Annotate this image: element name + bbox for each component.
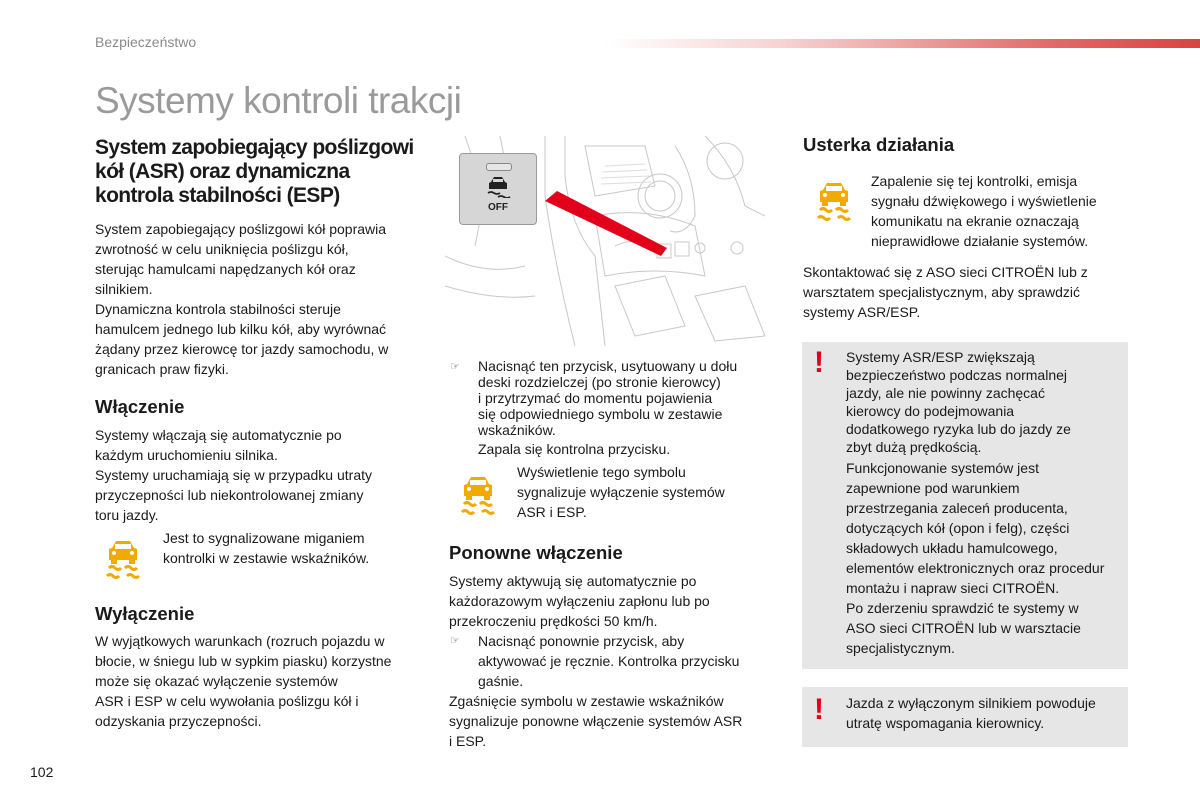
text-line: warsztatem specjalistycznym, aby sprawdzić (803, 284, 1080, 300)
text-line: Systemy uruchamiają się w przypadku utraty (95, 467, 372, 483)
text-line: żądany przez kierowcę tor jazdy samochodu, w (95, 341, 389, 357)
text-line: sygnalizuje ponowne włączenie systemów ASR (449, 713, 743, 729)
esp-warning-icon (103, 538, 143, 582)
text-line: Zgaśnięcie symbolu w zestawie wskaźników (449, 693, 724, 709)
text-line: zwrotność w celu uniknięcia poślizgu kół, (95, 241, 349, 257)
text-line: i przytrzymać do momentu pojawienia (478, 390, 713, 406)
heading-usterka: Usterka działania (803, 134, 955, 155)
text-line: ASO sieci CITROËN lub w warsztacie (846, 620, 1081, 636)
text-line: składowych układu hamulcowego, (846, 540, 1058, 556)
text-line: Nacisnąć ponownie przycisk, aby (478, 633, 685, 649)
text-line: Nacisnąć ten przycisk, usytuowany u dołu (478, 358, 738, 374)
text-line: kontrolki w zestawie wskaźników. (163, 550, 370, 566)
text-line: Systemy włączają się automatycznie po (95, 427, 342, 443)
button-indicator-lamp (486, 163, 512, 171)
warning-safety-text-b (846, 458, 1128, 658)
text-line: Jest to sygnalizowane miganiem (163, 530, 365, 546)
text-line: granicach praw fizyki. (95, 361, 229, 377)
text-line: silnikiem. (95, 281, 153, 297)
main-heading-line: kół (ASR) oraz dynamiczna (95, 160, 350, 183)
press-instruction (478, 358, 778, 438)
text-line: błocie, w śniegu lub w sypkim piasku) korzystne (95, 653, 392, 669)
text-line: jazdy, ale nie powinny zachęcać (846, 385, 1045, 401)
symbol-note (517, 462, 777, 522)
text-line: Funkcjonowanie systemów jest (846, 460, 1039, 476)
text-line: każdym uruchomieniu silnika. (95, 447, 278, 463)
text-line: dodatkowego ryzyka lub do jazdy ze (846, 421, 1071, 437)
text-line: Systemy aktywują się automatycznie po (449, 573, 697, 589)
text-line: komunikatu na ekranie oznaczają (871, 213, 1079, 229)
text-line: gaśnie. (478, 673, 524, 689)
text-line: sygnalizuje wyłączenie systemów (517, 484, 725, 500)
text-line: toru jazdy. (95, 507, 159, 523)
esp-off-button[interactable] (459, 153, 537, 225)
text-line: Po zderzeniu sprawdzić te systemy w (846, 600, 1079, 616)
bullet-icon: ☞ (450, 361, 460, 373)
header-accent-bar (605, 39, 1200, 48)
section-label: Bezpieczeństwo (95, 34, 197, 50)
fault-icon-note (871, 171, 1171, 251)
reon-end-paragraph (449, 691, 784, 751)
exclamation-icon: ! (814, 693, 824, 726)
reon-paragraph (449, 571, 779, 631)
text-line: Dynamiczna kontrola stabilności steruje (95, 301, 341, 317)
text-line: przestrzegania zaleceń producenta, (846, 500, 1068, 516)
text-line: ASR i ESP. (517, 504, 587, 520)
bullet-icon: ☞ (450, 635, 460, 647)
text-line: Zapalenie się tej kontrolki, emisja (871, 173, 1078, 189)
text-line: montażu i napraw sieci CITROËN. (846, 580, 1060, 596)
reon-bullet (478, 631, 778, 691)
text-line: sygnału dźwiękowego i wyświetlenie (871, 193, 1097, 209)
warning-box-engine-off (802, 687, 1128, 747)
heading-wylaczenie: Wyłączenie (95, 603, 195, 624)
wlaczenie-paragraph (95, 425, 435, 525)
text-line: utratę wspomagania kierownicy. (846, 715, 1045, 731)
esp-off-symbol-icon (458, 474, 498, 518)
page-title: Systemy kontroli trakcji (95, 80, 462, 121)
text-line: może się okazać wyłączenie systemów (95, 673, 338, 689)
heading-ponowne-wlaczenie: Ponowne włączenie (449, 542, 623, 563)
main-heading (95, 136, 435, 208)
text-line: dotyczących kół (opon i felg), części (846, 520, 1070, 536)
exclamation-icon: ! (814, 346, 824, 379)
text-line: przyczepności lub niekontrolowanej zmiany (95, 487, 364, 503)
intro-paragraph (95, 219, 435, 379)
text-line: Skontaktować się z ASO sieci CITROËN lub z (803, 264, 1088, 280)
text-line: zbyt dużą prędkością. (846, 439, 982, 455)
main-heading-line: System zapobiegający poślizgowi (95, 136, 414, 159)
esp-fault-icon (814, 180, 854, 224)
text-line: Systemy ASR/ESP zwiększają (846, 349, 1035, 365)
lamp-on-note: Zapala się kontrolna przycisku. (478, 441, 671, 457)
text-line: odzyskania przyczepności. (95, 713, 262, 729)
text-line: każdorazowym wyłączeniu zapłonu lub po (449, 593, 710, 609)
text-line: ASR i ESP w celu wywołania poślizgu kół i (95, 693, 359, 709)
page-number: 102 (30, 764, 54, 780)
text-line: Jazda z wyłączonym silnikiem powoduje (846, 695, 1096, 711)
text-line: aktywować je ręcznie. Kontrolka przycisku (478, 653, 740, 669)
warning-safety-text-a (846, 348, 1126, 456)
text-line: zapewnione pod warunkiem (846, 480, 1020, 496)
text-line: sterując hamulcami napędzanych kół oraz (95, 261, 356, 277)
text-line: hamulcem jednego lub kilku kół, aby wyrównać (95, 321, 387, 337)
text-line: Wyświetlenie tego symbolu (517, 464, 686, 480)
text-line: i ESP. (449, 733, 487, 749)
text-line: systemy ASR/ESP. (803, 304, 921, 320)
text-line: bezpieczeństwo podczas normalnej (846, 367, 1068, 383)
text-line: deski rozdzielczej (po stronie kierowcy) (478, 374, 721, 390)
wylaczenie-paragraph (95, 631, 440, 731)
main-heading-line: kontrola stabilności (ESP) (95, 184, 340, 207)
warning-engine-off-text (846, 693, 1126, 733)
text-line: W wyjątkowych warunkach (rozruch pojazdu w (95, 633, 385, 649)
text-line: wskaźników. (478, 422, 556, 438)
text-line: specjalistycznym. (846, 640, 955, 656)
text-line: nieprawidłowe działanie systemów. (871, 233, 1089, 249)
car-skid-icon (485, 176, 511, 198)
button-off-label: OFF (488, 202, 508, 213)
text-line: elementów elektronicznych oraz procedur (846, 560, 1105, 576)
wlaczenie-icon-note (163, 528, 433, 568)
text-line: System zapobiegający poślizgowi kół poprawia (95, 221, 387, 237)
warning-box-safety (802, 342, 1128, 669)
heading-wlaczenie: Włączenie (95, 396, 185, 417)
text-line: się odpowiedniego symbolu w zestawie (478, 406, 723, 422)
text-line: kierowcy do podejmowania (846, 403, 1015, 419)
text-line: przekroczeniu prędkości 50 km/h. (449, 613, 658, 629)
contact-paragraph (803, 262, 1143, 322)
